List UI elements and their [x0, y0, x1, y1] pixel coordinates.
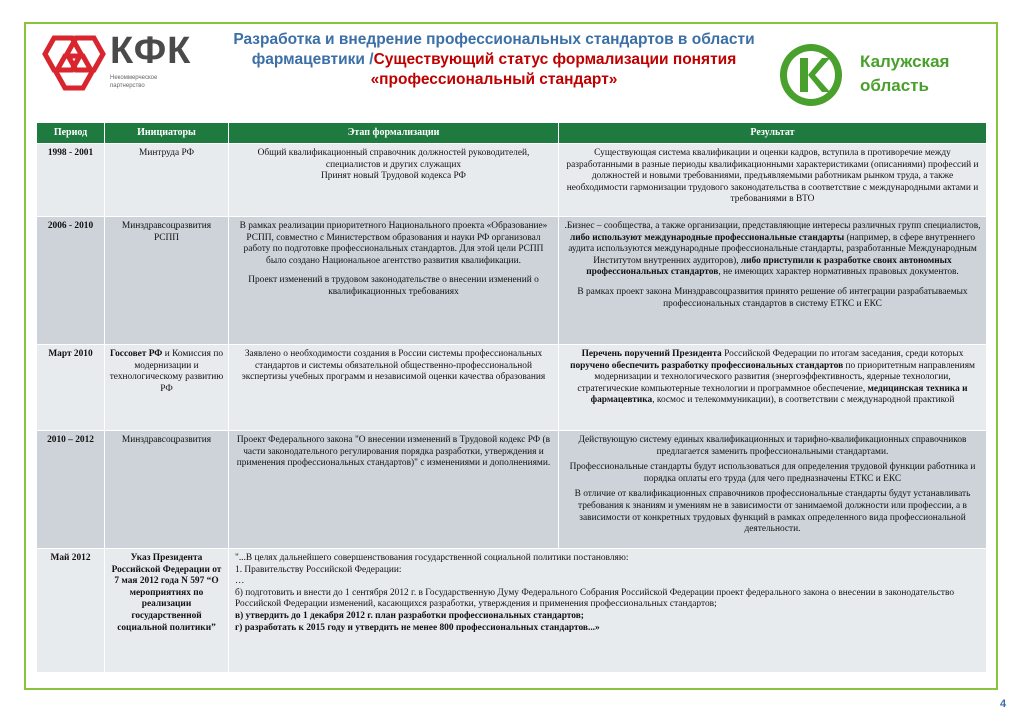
result-text: В рамках проект закона Минздравсоцразвития принято решение об интеграции разрабатываемых профессиональных стандартов в систему ЕТКС и ЕКС	[577, 286, 968, 309]
initiators-cell: Минздравсоцразвития	[105, 431, 229, 549]
initiators-cell	[105, 549, 229, 673]
stage-text: Проект изменений в трудовом законодательстве о внесении изменений о квалификационных требованиях	[248, 275, 539, 297]
decree-title: Указ Президента Российской Федерации от 7 мая 2012 года N 597 “О мероприятиях по реализации государственной социальной политики”	[111, 553, 222, 633]
initiators-text: и Комиссия по модернизации и технологическому развитию РФ	[109, 349, 224, 394]
org-subtitle: Некоммерческое партнерство	[110, 75, 158, 89]
result-fragment: .Бизнес – сообщества, а также организации, представляющие интересы различных групп специалистов,	[564, 221, 981, 231]
page-title	[196, 30, 792, 90]
title-line-2	[196, 50, 792, 70]
result-fragment: (например, в сфере внутреннего аудита используются международные профессиональные стандарты, разработанные Международным Институтом внутренних аудиторов),	[568, 232, 977, 266]
page-number: 4	[1000, 698, 1007, 710]
stage-text: Общий квалификационный справочник должностей руководителей, специалистов и других служащих	[257, 148, 530, 170]
table-header-row	[37, 123, 987, 144]
table-row	[37, 144, 987, 217]
stage-text: В рамках реализации приоритетного Национального проекта «Образование» РСПП, совместно с Министерством образования и науки РФ организовал работу по подготовке профессиональных стандартов. Для этой цели РСПП было создано Национальное агентство развития квалификации.	[239, 221, 548, 266]
title-line-1: Разработка и внедрение профессиональных стандартов в области	[233, 31, 755, 48]
formalization-table	[36, 122, 987, 673]
decree-text: …	[235, 576, 245, 587]
decree-text: б) подготовить и внести до 1 сентября 2012 г. в Государственную Думу Федерального Собрания Российской Федерации проект федерального закона о внесении в законодательство Российской Федерации изменений, касающихся разработки, утверждения и применения профессиональных стандартов;	[235, 587, 955, 610]
period-cell: 1998 - 2001	[37, 144, 105, 217]
column-header-result: Результат	[559, 123, 987, 144]
stage-cell: Заявлено о необходимости создания в России системы профессиональных стандартов и системы обязательной общественно-профессиональной экспертизы учебных программ и независимой оценки качества образования	[229, 345, 559, 431]
result-bold-fragment: либо приступили к разработке своих автономных профессиональных стандартов	[586, 255, 952, 278]
stage-cell: Проект Федерального закона "О внесении изменений в Трудовой кодекс РФ (в части законодательного регулирования порядка разработки, утверждения и применения профессиональных стандартов)" с изменениями и дополнениями.	[229, 431, 559, 549]
stage-cell	[229, 144, 559, 217]
initiators-bold: Госсовет РФ	[109, 349, 163, 359]
kaluga-logo-icon	[778, 42, 844, 108]
period-cell: 2010 – 2012	[37, 431, 105, 549]
initiators-cell: Минтруда РФ	[105, 144, 229, 217]
result-fragment: , не имеющих характер нормативных правовых документов.	[718, 267, 959, 278]
initiators-cell: Минздравсоцразвития РСПП	[105, 217, 229, 345]
column-header-period: Период	[37, 123, 105, 144]
initiators-cell	[105, 345, 229, 431]
title-line-3: «профессиональный стандарт»	[370, 71, 618, 88]
column-header-initiators: Инициаторы	[105, 123, 229, 144]
decree-bold-text: г) разработать к 2015 году и утвердить не менее 800 профессиональных стандартов...»	[235, 622, 600, 633]
region-name	[860, 50, 949, 98]
period-cell: Май 2012	[37, 549, 105, 673]
result-cell: Существующая система квалификации и оценки кадров, вступила в противоречие между разработанными в разные периоды квалификационными характеристиками (описаниями) профессий и должностей и новыми требованиями, предъявляемыми работникам рынком труда, а также необходимости гармонизации трудового законодательства в соответствие с международными актами и требованиями в ВТО	[559, 144, 987, 217]
result-text: Действующую систему единых квалификационных и тарифно-квалификационных справочников предлагается заменить профессиональными стандартами.	[578, 435, 967, 457]
decree-bold-text: в) утвердить до 1 декабря 2012 г. план разработки профессиональных стандартов;	[235, 610, 584, 621]
region-line-2: область	[860, 76, 929, 95]
table-row	[37, 345, 987, 431]
column-header-stage: Этап формализации	[229, 123, 559, 144]
result-bold-fragment: медицинская техника и фармацевтика	[590, 383, 968, 406]
table-row	[37, 431, 987, 549]
result-bold-fragment: Перечень поручений Президента	[581, 349, 722, 359]
title-line-2-red: Существующий статус формализации понятия	[373, 51, 737, 68]
result-bold-fragment: либо используют международные профессиональные стандарты	[569, 232, 845, 243]
title-line-2-blue: фармацевтики /	[251, 51, 374, 68]
result-text	[563, 221, 982, 279]
stage-cell	[229, 217, 559, 345]
result-bold-fragment: поручено обеспечить разработку профессиональных стандартов	[570, 360, 844, 371]
result-text: В отличие от квалификационных справочников профессиональные стандарты будут устанавливать требования к знаниям и умениям не в зависимости от занимаемой должности или профессии, а в зависимости от конкретных трудовых функций в рамках определенного вида профессиональной деятельности.	[574, 489, 971, 535]
result-cell	[559, 345, 987, 431]
region-line-1: Калужская	[860, 52, 950, 71]
period-cell: Март 2010	[37, 345, 105, 431]
result-text: Профессиональные стандарты будут использоваться для определения трудовой функции работника и порядка оплаты его труда (для чего предназначены ЕТКС и ЕКС	[569, 462, 976, 484]
result-cell	[559, 431, 987, 549]
decree-cell	[229, 549, 987, 673]
table-row	[37, 217, 987, 345]
stage-text: Принят новый Трудовой кодекса РФ	[321, 171, 466, 182]
period-cell: 2006 - 2010	[37, 217, 105, 345]
result-fragment: Российской Федерации по итогам заседания, среди которых	[721, 349, 964, 359]
decree-text: "...В целях дальнейшего совершенствования государственной социальной политики постановляю:	[235, 553, 629, 563]
result-cell	[559, 217, 987, 345]
result-fragment: по приоритетным направлениям модернизации и технологического развития (энергоэффективность, ядерные технологии, стратегические компьютерные технологии и программное обеспечение,	[577, 360, 975, 394]
org-name: КФК	[110, 30, 192, 72]
decree-text: 1. Правительству Российской Федерации:	[235, 564, 402, 575]
result-fragment: , космос и телекоммуникации), в соответствии с международной практикой	[652, 395, 955, 406]
table-row	[37, 549, 987, 673]
